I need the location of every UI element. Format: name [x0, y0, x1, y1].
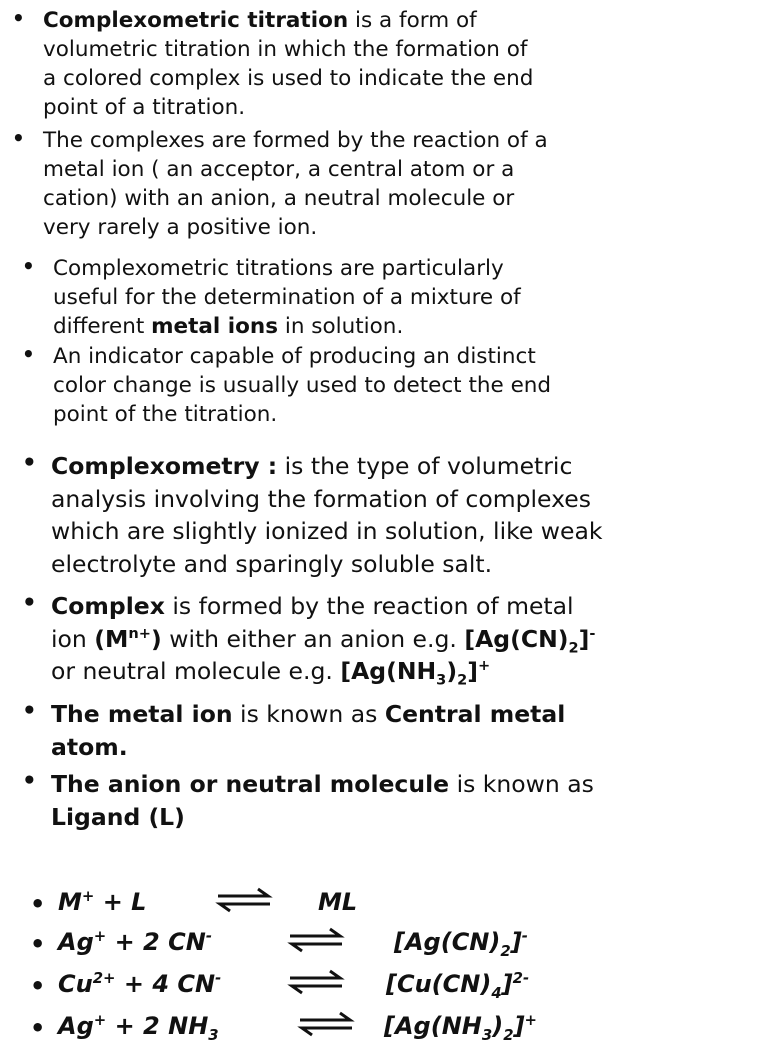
equation-ag-cn [0, 924, 768, 964]
bullet-text [43, 126, 548, 242]
bullet-text [51, 768, 594, 833]
text-line: volumetric titration in which the formation of [43, 37, 528, 62]
equation-product [394, 927, 528, 960]
subscript: 3 [208, 1025, 219, 1044]
formula-part: (M [94, 624, 129, 653]
bold-term: The metal ion [51, 700, 233, 728]
text-line: metal ion ( an acceptor, a central atom or a [43, 157, 515, 182]
bullet-marker: • [30, 972, 46, 1000]
formula-part: M [58, 888, 82, 916]
bullet-marker: • [22, 254, 35, 278]
bullet-marker: • [22, 768, 37, 794]
bullet-marker: • [30, 1014, 46, 1042]
subscript: 3 [481, 1025, 493, 1044]
text-run: is known as [449, 770, 594, 798]
equation-product [384, 1011, 537, 1044]
superscript: + [524, 1011, 537, 1029]
formula-part: ) [446, 657, 458, 685]
bold-term: The anion or neutral molecule [51, 770, 450, 798]
bold-term: Central metal [384, 700, 566, 728]
formula-part: [Ag(CN) [464, 624, 569, 653]
text-line: electrolyte and sparingly soluble salt. [51, 549, 493, 578]
subscript: 2 [568, 639, 579, 657]
equation-product [318, 888, 357, 916]
text-line: very rarely a positive ion. [43, 215, 318, 240]
formula-part: ML [318, 888, 358, 916]
subscript: 4 [491, 983, 502, 1002]
bold-term: Ligand (L) [51, 802, 185, 831]
superscript: - [215, 969, 222, 987]
text-run: is the type of volumetric [277, 452, 573, 480]
bullet-marker: • [22, 450, 37, 476]
text-line: which are slightly ionized in solution, like weak [51, 517, 603, 545]
bullet-marker: • [12, 6, 25, 30]
formula-part: [Ag(CN) [394, 928, 501, 956]
bullet-text [51, 450, 602, 580]
equation-ag-nh3 [0, 1008, 768, 1048]
text-run: is formed by the reaction of metal [164, 592, 574, 620]
bullet-marker: • [12, 126, 25, 150]
text-run: is a form of [348, 8, 477, 33]
equation-product [386, 969, 530, 1002]
formula-part: [Ag(NH [384, 1012, 482, 1040]
formula-part: + 2 NH [106, 1012, 209, 1040]
formula-part: ] [467, 657, 478, 685]
formula-part: ] [501, 970, 513, 998]
text-line: analysis involving the formation of complexes [51, 484, 591, 513]
formula-part: ) [492, 1012, 504, 1040]
superscript: - [205, 927, 212, 945]
equation-reactants [58, 928, 212, 956]
anion-formula [464, 624, 596, 657]
equation-reactants [58, 888, 146, 916]
formula-part: [Ag(NH [340, 657, 437, 685]
superscript: - [589, 624, 596, 642]
bold-term: metal ions [151, 314, 279, 339]
subscript: 2 [500, 941, 511, 960]
text-run: different [53, 314, 152, 339]
formula-part: Ag [58, 1012, 94, 1040]
equilibrium-arrow-icon [214, 886, 274, 914]
formula-part: + L [94, 888, 147, 916]
bullet-marker: • [22, 698, 37, 724]
text-line: point of the titration. [53, 402, 278, 427]
metal-ion-formula [94, 625, 161, 653]
formula-part: ] [578, 624, 590, 653]
bullet-text [53, 342, 551, 429]
equation-reactants [58, 970, 221, 998]
equation-reactants [58, 1011, 219, 1044]
subscript: 2 [503, 1025, 514, 1044]
text-line: color change is usually used to detect the end [53, 373, 552, 398]
superscript: 2- [512, 969, 530, 987]
subscript: 2 [457, 671, 468, 689]
formula-part: Cu [58, 970, 93, 998]
equilibrium-arrow-icon [286, 968, 346, 996]
text-line: An indicator capable of producing an distinct [53, 344, 536, 369]
text-line: useful for the determination of a mixture of [53, 285, 521, 310]
formula-part: + 2 CN [106, 928, 206, 956]
text-run: ion [51, 624, 95, 653]
text-run: or neutral molecule e.g. [51, 657, 341, 685]
bullet-text [53, 254, 521, 341]
text-line: Complexometric titrations are particularly [53, 256, 504, 281]
equation-ml [0, 884, 768, 924]
superscript: + [477, 657, 491, 675]
equilibrium-arrow-icon [286, 926, 346, 954]
text-line: point of a titration. [43, 95, 246, 120]
bullet-marker: • [22, 342, 35, 366]
text-run: with either an anion e.g. [161, 624, 465, 653]
superscript: n+ [128, 624, 151, 642]
bullet-marker: • [30, 890, 46, 918]
bullet-text [51, 698, 565, 763]
superscript: 2+ [92, 969, 116, 987]
bold-term: Complexometry : [51, 452, 278, 480]
superscript: + [81, 887, 95, 905]
formula-part: + 4 CN [115, 970, 216, 998]
bullet-marker: • [30, 930, 46, 958]
formula-part: [Cu(CN) [386, 970, 492, 998]
neutral-molecule-formula [340, 657, 491, 689]
bullet-text [51, 590, 595, 688]
bullet-marker: • [22, 590, 37, 616]
superscript: - [521, 927, 528, 945]
bold-term: atom. [51, 732, 128, 761]
formula-part: ] [513, 1012, 525, 1040]
bullet-text [43, 6, 533, 122]
equilibrium-arrow-icon [296, 1010, 356, 1038]
superscript: + [93, 1011, 107, 1029]
formula-part: Ag [58, 928, 94, 956]
text-line: The complexes are formed by the reaction of a [43, 128, 548, 153]
text-run: is known as [232, 700, 385, 728]
subscript: 3 [436, 671, 447, 689]
text-line: a colored complex is used to indicate the end [43, 66, 534, 91]
text-run: in solution. [278, 314, 404, 339]
text-line: cation) with an anion, a neutral molecule or [43, 186, 515, 211]
bold-term: Complex [51, 592, 165, 620]
equation-cu-cn [0, 966, 768, 1006]
bold-term: Complexometric titration [43, 8, 349, 33]
formula-part: ) [151, 624, 162, 653]
superscript: + [93, 927, 107, 945]
formula-part: ] [510, 928, 522, 956]
